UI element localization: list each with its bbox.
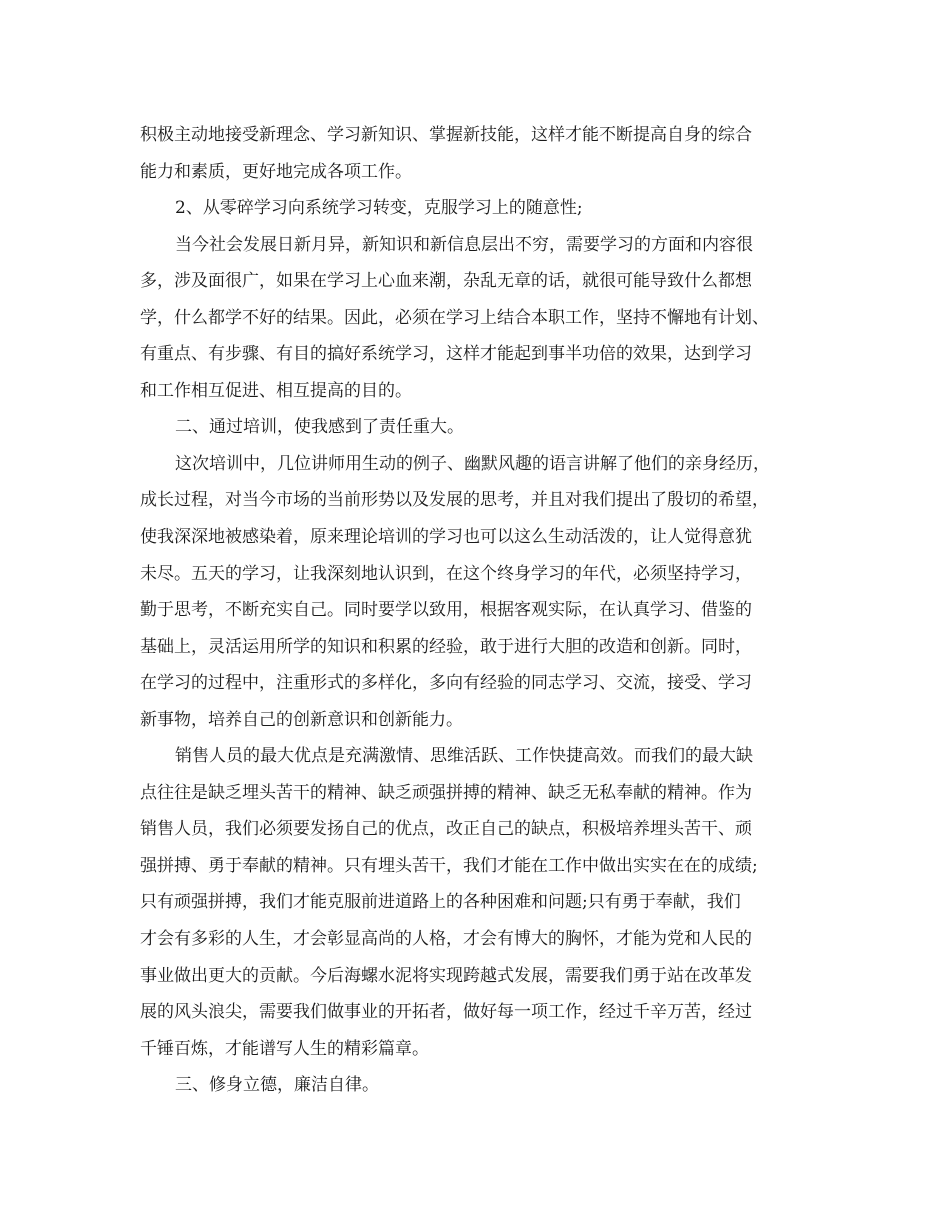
- text-line: 能力和素质，更好地完成各项工作。: [140, 161, 412, 182]
- text-line: 成长过程，对当今市场的当前形势以及发展的思考，并且对我们提出了殷切的希望，: [140, 490, 769, 511]
- text-line: 三、修身立德，廉洁自律。: [175, 1075, 379, 1096]
- text-line: 和工作相互促进、相互提高的目的。: [140, 380, 412, 401]
- text-line: 学，什么都学不好的结果。因此，必须在学习上结合本职工作，坚持不懈地有计划、: [140, 307, 769, 328]
- text-line: 2、从零碎学习向系统学习转变，克服学习上的随意性;: [175, 198, 583, 219]
- text-line: 使我深深地被感染着，原来理论培训的学习也可以这么生动活泼的，让人觉得意犹: [140, 527, 752, 548]
- text-line: 有重点、有步骤、有目的搞好系统学习，这样才能起到事半功倍的效果，达到学习: [140, 344, 752, 365]
- text-line: 积极主动地接受新理念、学习新知识、掌握新技能，这样才能不断提高自身的综合: [140, 125, 752, 145]
- text-line: 销售人员，我们必须要发扬自己的优点，改正自己的缺点，积极培养埋头苦干、顽: [140, 819, 752, 840]
- text-line: 强拼搏、勇于奉献的精神。只有埋头苦干，我们才能在工作中做出实实在在的成绩;: [140, 855, 758, 876]
- text-line: 展的风头浪尖，需要我们做事业的开拓者，做好每一项工作，经过千辛万苦，经过: [140, 1002, 752, 1023]
- text-line: 新事物，培养自己的创新意识和创新能力。: [140, 709, 463, 730]
- text-line: 在学习的过程中，注重形式的多样化，多向有经验的同志学习、交流，接受、学习: [140, 673, 752, 694]
- text-line: 只有顽强拼搏，我们才能克服前进道路上的各种困难和问题;只有勇于奉献，我们: [140, 892, 741, 913]
- text-line: 这次培训中，几位讲师用生动的例子、幽默风趣的语言讲解了他们的亲身经历，: [175, 453, 770, 474]
- text-line: 二、通过培训，使我感到了责任重大。: [175, 417, 464, 438]
- text-line: 基础上，灵活运用所学的知识和积累的经验，敢于进行大胆的改造和创新。同时，: [140, 636, 752, 657]
- text-line: 当今社会发展日新月异，新知识和新信息层出不穷，需要学习的方面和内容很: [175, 234, 753, 255]
- text-line: 事业做出更大的贡献。今后海螺水泥将实现跨越式发展，需要我们勇于站在改革发: [140, 965, 752, 986]
- text-line: 未尽。五天的学习，让我深刻地认识到，在这个终身学习的年代，必须坚持学习，: [140, 563, 752, 584]
- document-body: [140, 120, 830, 1107]
- text-line: 千锤百炼，才能谱写人生的精彩篇章。: [140, 1038, 429, 1059]
- text-line: 勤于思考，不断充实自己。同时要学以致用，根据客观实际，在认真学习、借鉴的: [140, 600, 752, 621]
- text-line: 点往往是缺乏埋头苦干的精神、缺乏顽强拼搏的精神、缺乏无私奉献的精神。作为: [140, 782, 752, 803]
- text-line: 销售人员的最大优点是充满激情、思维活跃、工作快捷高效。而我们的最大缺: [175, 746, 753, 767]
- text-line: 才会有多彩的人生，才会彰显高尚的人格，才会有博大的胸怀，才能为党和人民的: [140, 929, 752, 950]
- text-line: 多，涉及面很广，如果在学习上心血来潮，杂乱无章的话，就很可能导致什么都想: [140, 271, 752, 292]
